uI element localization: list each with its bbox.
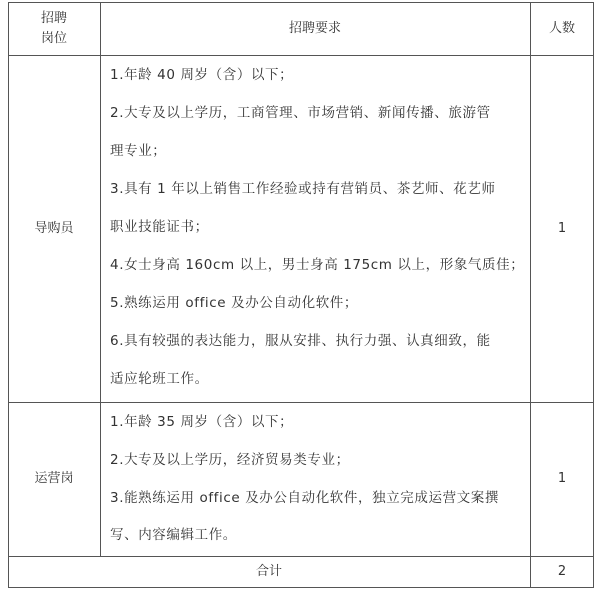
row-2-count: 1 bbox=[557, 471, 567, 486]
requirement-line: 3.具有 1 年以上销售工作经验或持有营销员、茶艺师、花艺师 bbox=[110, 181, 496, 197]
requirement-line: 理专业； bbox=[110, 143, 167, 159]
total-label: 合计 bbox=[255, 563, 282, 579]
column-divider-1 bbox=[100, 2, 101, 556]
row-1-count: 1 bbox=[557, 220, 567, 236]
requirement-line: 5.熟练运用 office 及办公自动化软件； bbox=[110, 295, 359, 311]
row-1-requirements bbox=[110, 55, 530, 402]
table-border-bottom bbox=[8, 587, 594, 588]
requirement-line: 2.大专及以上学历，工商管理、市场营销、新闻传播、旅游管 bbox=[110, 105, 491, 121]
row-2-position: 运营岗 bbox=[34, 471, 74, 486]
requirement-line: 4.女士身高 160cm 以上，男士身高 175cm 以上，形象气质佳； bbox=[110, 257, 525, 273]
requirement-line: 3.能熟练运用 office 及办公自动化软件，独立完成运营文案撰 bbox=[110, 490, 500, 506]
requirement-line: 6.具有较强的表达能力，服从安排、执行力强、认真细致，能 bbox=[110, 333, 491, 349]
requirement-line: 适应轮班工作。 bbox=[110, 371, 209, 387]
header-position: 招聘 岗位 bbox=[40, 10, 67, 46]
requirement-line: 写、内容编辑工作。 bbox=[110, 527, 237, 543]
header-count: 人数 bbox=[548, 20, 575, 36]
requirement-line: 1.年龄 35 周岁（含）以下； bbox=[110, 414, 294, 430]
row-1-position: 导购员 bbox=[34, 220, 74, 236]
row-2-requirements bbox=[110, 402, 530, 556]
total-count: 2 bbox=[557, 563, 567, 579]
recruitment-table bbox=[8, 2, 594, 588]
requirement-line: 职业技能证书； bbox=[110, 219, 209, 235]
header-requirements: 招聘要求 bbox=[288, 20, 341, 36]
requirement-line: 1.年龄 40 周岁（含）以下； bbox=[110, 67, 294, 83]
requirement-line: 2.大专及以上学历，经济贸易类专业； bbox=[110, 452, 350, 468]
